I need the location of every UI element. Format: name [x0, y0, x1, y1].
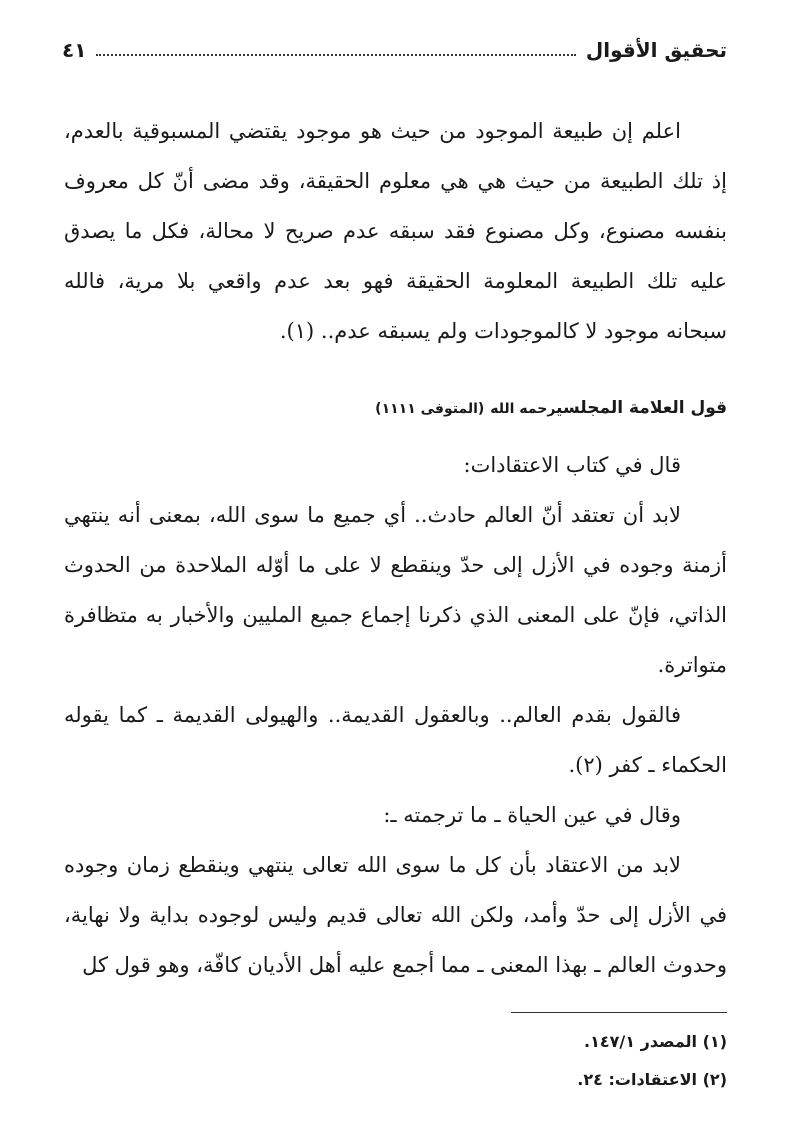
footnote-divider — [511, 1012, 727, 1013]
section-heading-date: (المتوفى ١١١١) — [375, 401, 485, 417]
footnote-2: (٢) الاعتقادات: ٢٤. — [577, 1070, 727, 1089]
paragraph-nature-of-existence: اعلم إن طبيعة الموجود من حيث هو موجود يقتضي المسبوقية بالعدم، إذ تلك الطبيعة من حيث هي هي معلوم الحقيقة، وقد مضى أنّ كل معروف بنفسه مصنوع، وكل مصنوع فقد سبقه عدم صريح لا محالة، فكل ما يصدق عليه تلك الطبيعة المعلومة الحقيقة فهو بعد عدم واقعي بلا مرية، فالله سبحانه موجود لا كالموجودات ولم يسبقه عدم.. (١). — [64, 119, 727, 343]
running-header — [62, 30, 727, 70]
honorific-glyph: رحمه الله — [490, 401, 557, 417]
footnote-1: (١) المصدر ١٤٧/١. — [584, 1032, 727, 1051]
paragraph-ayn-al-hayat-text: لابد من الاعتقاد بأن كل ما سوى الله تعالى ينتهي وينقطع زمان وجوده في الأزل إلى حدّ وأمد، ولكن الله تعالى قديم وليس لوجوده بداية ولا نهاية، وحدوث العالم ـ بهذا المعنى ـ مما أجمع عليه أهل الأديان كافّة، وهو قول كل — [64, 853, 727, 977]
section-heading — [64, 388, 727, 428]
paragraph-book-intro: قال في كتاب الاعتقادات: — [463, 453, 681, 477]
paragraph-ayn-al-hayat-intro: وقال في عين الحياة ـ ما ترجمته ـ: — [383, 803, 681, 827]
paragraph-world-created: لابد أن تعتقد أنّ العالم حادث.. أي جميع ما سوى الله، بمعنى أنه ينتهي أزمنة وجوده في الأزل إلى حدّ وينقطع لا على ما أوّله الملاحدة من الحدوث الذاتي، فإنّ على المعنى الذي ذكرنا إجماع جميع المليين والأخبار به متظافرة متواترة. — [64, 503, 727, 677]
section-heading-title: قول العلامة المجلسي — [556, 398, 727, 418]
page-number: ٤١ — [62, 38, 87, 62]
running-header-title: تحقيق الأقوال — [585, 38, 727, 62]
header-leader-dots — [96, 54, 576, 56]
paragraph-eternity-disbelief: فالقول بقدم العالم.. وبالعقول القديمة.. والهيولى القديمة ـ كما يقوله الحكماء ـ كفر (٢). — [64, 703, 727, 777]
